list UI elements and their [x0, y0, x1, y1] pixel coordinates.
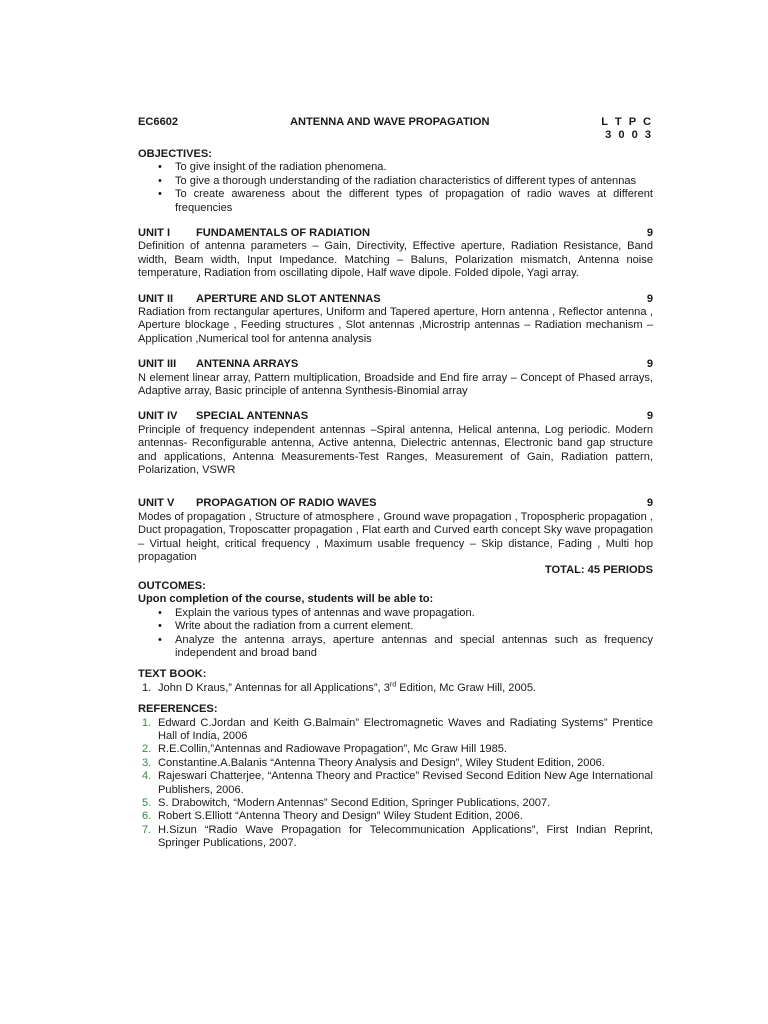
list-item [138, 757, 653, 770]
unit-heading [138, 497, 653, 510]
item-number: 6. [142, 810, 152, 823]
reference-text: H.Sizun “Radio Wave Propagation for Telecommunication Applications”, First Indian Reprint, Springer Publications, 2007. [158, 823, 653, 850]
item-number: 1. [142, 681, 152, 694]
list-item: • To give a thorough understanding of the radiation characteristics of different types of antennas [138, 175, 653, 188]
list-item [138, 770, 653, 797]
course-title: ANTENNA AND WAVE PROPAGATION [290, 116, 490, 128]
item-number: 4. [142, 770, 152, 783]
list-item: • To create awareness about the different types of propagation of radio waves at different frequencies [138, 188, 653, 215]
textbook-text: John D Kraus,” Antennas for all Applications”, 3 [158, 681, 390, 694]
textbook-text-end: Edition, Mc Graw Hill, 2005. [396, 681, 537, 694]
list-item: • Explain the various types of antennas and wave propagation. [138, 607, 653, 620]
objectives-list [138, 161, 653, 215]
unit-hours: 9 [646, 410, 653, 423]
outcomes-list [138, 607, 653, 661]
unit-section [138, 227, 653, 281]
unit-name: FUNDAMENTALS OF RADIATION [196, 227, 370, 240]
unit-number: UNIT I [138, 227, 171, 240]
unit-content: N element linear array, Pattern multiplication, Broadside and End fire array – Concept of Phased arrays, Adaptive array, Basic principle of antenna Synthesis-Binomial array [138, 371, 653, 398]
list-item [138, 797, 653, 810]
superscript: rd [389, 681, 397, 689]
unit-section [138, 497, 653, 564]
reference-text: Rajeswari Chatterjee, “Antenna Theory and Practice” Revised Second Edition New Age International Publishers, 2006. [158, 770, 653, 796]
textbook-heading: TEXT BOOK: [138, 668, 207, 681]
list-item [138, 824, 653, 851]
unit-hours: 9 [646, 497, 653, 510]
list-item [138, 743, 653, 756]
unit-content: Definition of antenna parameters – Gain, Directivity, Effective aperture, Radiation Resistance, Band width, Beam width, Input Impedance. Matching – Baluns, Polarization mismatch, Antenna noise temperature, Radiation from oscillating dipole, Half wave dipole. Folded dipole, Yagi array. [138, 240, 653, 280]
list-item: • To give insight of the radiation phenomena. [138, 161, 653, 174]
syllabus-page [138, 116, 653, 851]
references-list [138, 717, 653, 851]
unit-number: UNIT IV [138, 410, 178, 423]
unit-section [138, 410, 653, 477]
unit-hours: 9 [646, 358, 653, 371]
unit-hours: 9 [646, 292, 653, 305]
list-item [138, 682, 653, 695]
unit-content: Principle of frequency independent antennas –Spiral antenna, Helical antenna, Log periodic. Modern antennas- Reconfigurable antenna, Active antenna, Dielectric antennas, Electronic band gap structure and applications, Antenna Measurements-Test Ranges, Measurement of Gain, Radiation pattern, Polarization, VSWR [138, 423, 653, 477]
outcomes-intro: Upon completion of the course, students will be able to: [138, 593, 434, 606]
reference-text: Edward C.Jordan and Keith G.Balmain” Electromagnetic Waves and Radiating Systems” Prentice Hall of India, 2006 [158, 716, 653, 742]
unit-hours: 9 [646, 227, 653, 240]
ltpc-values: 3 0 0 3 [605, 129, 653, 142]
unit-section [138, 293, 653, 347]
unit-name: ANTENNA ARRAYS [196, 358, 299, 371]
unit-heading [138, 227, 653, 240]
unit-heading [138, 293, 653, 306]
list-item: • Analyze the antenna arrays, aperture antennas and special antennas such as frequency independent and broad band [138, 634, 653, 661]
references-heading: REFERENCES: [138, 703, 218, 716]
ltpc-label: L T P C [601, 116, 653, 128]
course-code: EC6602 [138, 116, 179, 128]
unit-heading [138, 410, 653, 423]
outcomes-heading: OUTCOMES: [138, 579, 206, 592]
reference-text: R.E.Collin,”Antennas and Radiowave Propagation”, Mc Graw Hill 1985. [158, 743, 508, 756]
list-item: • Write about the radiation from a current element. [138, 620, 653, 633]
unit-name: PROPAGATION OF RADIO WAVES [196, 497, 377, 510]
list-item [138, 810, 653, 823]
unit-content: Radiation from rectangular apertures, Uniform and Tapered aperture, Horn antenna , Reflector antenna , Aperture blockage , Feeding structures , Slot antennas ,Microstrip antennas – Radiation mechanism – Application ,Numerical tool for antenna analysis [138, 306, 653, 345]
unit-heading [138, 358, 653, 371]
course-header [138, 116, 653, 146]
item-number: 2. [142, 743, 152, 756]
unit-number: UNIT III [138, 358, 177, 371]
unit-name: APERTURE AND SLOT ANTENNAS [196, 292, 381, 305]
reference-text: Constantine.A.Balanis “Antenna Theory Analysis and Design”, Wiley Student Edition, 2006. [158, 756, 605, 769]
total-periods: TOTAL: 45 PERIODS [544, 564, 653, 577]
item-number: 3. [142, 756, 152, 769]
unit-section [138, 358, 653, 398]
unit-name: SPECIAL ANTENNAS [196, 410, 309, 423]
unit-content: Modes of propagation , Structure of atmosphere , Ground wave propagation , Tropospheric propagation , Duct propagation, Troposcatter propagation , Flat earth and Curved earth concept Sky wave propagation – Virtual height, critical frequency , Maximum usable frequency – Skip distance, Fading , Multi hop propagation [138, 510, 653, 564]
item-number: 5. [142, 796, 152, 809]
textbook-list [138, 682, 653, 695]
item-number: 7. [142, 823, 152, 836]
objectives-heading: OBJECTIVES: [138, 148, 212, 160]
reference-text: Robert S.Elliott “Antenna Theory and Design” Wiley Student Edition, 2006. [158, 810, 523, 823]
ltpc-block [601, 116, 653, 143]
list-item [138, 717, 653, 744]
reference-text: S. Drabowitch, “Modern Antennas” Second Edition, Springer Publications, 2007. [158, 796, 551, 809]
unit-number: UNIT V [138, 497, 175, 510]
unit-number: UNIT II [138, 292, 174, 305]
item-number: 1. [142, 716, 152, 729]
